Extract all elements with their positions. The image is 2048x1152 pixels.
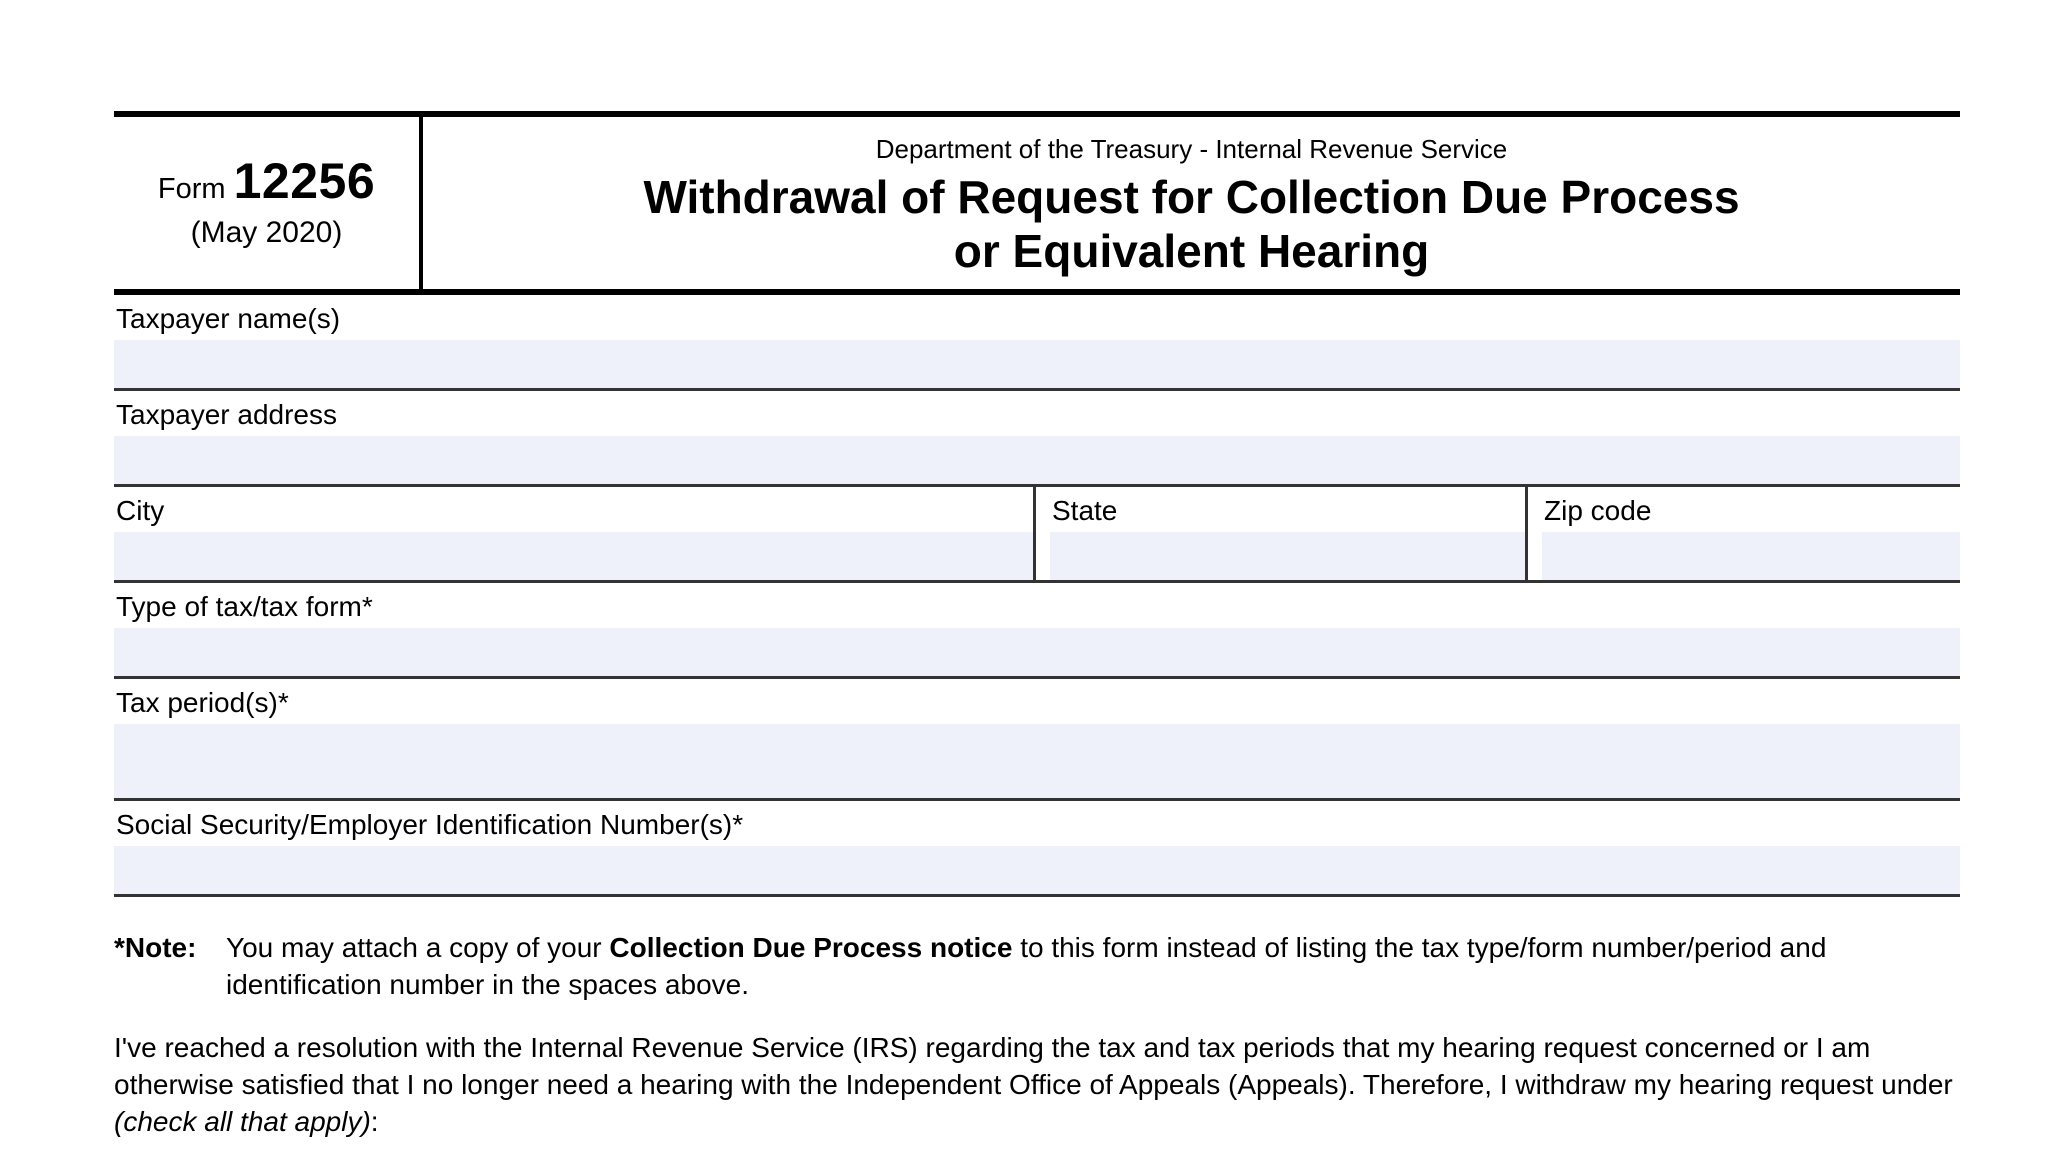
city-state-zip-row [114,487,1960,583]
form-word: Form [157,173,226,205]
tax-type-label: Type of tax/tax form* [116,591,373,622]
statement-part2: : [370,1106,379,1137]
ssn-ein-input[interactable] [114,846,1960,894]
note-text-part1: You may attach a copy of your [226,932,610,963]
form-number-cell [114,117,423,289]
state-label: State [1052,495,1118,526]
form-title-cell [423,117,1960,289]
form-title-line2: or Equivalent Hearing [953,224,1430,277]
department-line: Department of the Treasury - Internal Revenue Service [875,134,1508,164]
form-revision-date: (May 2020) [190,216,343,249]
tax-period-input[interactable] [114,724,1960,798]
taxpayer-name-input[interactable] [114,340,1960,388]
form-number: 12256 [233,153,376,209]
taxpayer-address-input[interactable] [114,436,1960,484]
zip-code-input[interactable] [1542,532,1960,580]
city-cell [114,487,1033,580]
tax-type-row [114,583,1960,679]
ssn-ein-row [114,801,1960,897]
taxpayer-name-label: Taxpayer name(s) [116,303,341,334]
statement-italic: (check all that apply) [114,1106,371,1137]
withdrawal-statement [114,1029,1960,1140]
note-label: *Note: [114,932,197,963]
ssn-ein-label: Social Security/Employer Identification Number(s)* [116,809,744,840]
state-input[interactable] [1050,532,1525,580]
form-number-line [157,153,376,209]
tax-period-label: Tax period(s)* [116,687,289,718]
form-header [114,117,1960,295]
form-content [114,111,1960,1140]
note-text-bold: Collection Due Process notice [609,932,1013,963]
form-title-line1: Withdrawal of Request for Collection Due Process [643,170,1740,223]
statement-part1: I've reached a resolution with the Internal Revenue Service (IRS) regarding the tax and tax periods that my hearing request concerned or I am otherwise satisfied that I no longer need a hearing with the Independent Office of Appeals (Appeals). Therefore, I withdraw my hearing request under [114,1032,1953,1100]
tax-period-row [114,679,1960,801]
state-cell [1033,487,1525,580]
note-text-part2: to this form instead of listing the tax type/form number/period and identification number in the spaces above. [226,932,1827,1000]
form-title [643,170,1739,279]
note-text [226,929,1960,1003]
form-box [114,111,1960,897]
taxpayer-name-row [114,295,1960,391]
zip-code-cell [1525,487,1960,580]
taxpayer-address-label: Taxpayer address [116,399,338,430]
city-input[interactable] [114,532,1033,580]
note-paragraph [114,929,1960,1003]
taxpayer-address-row [114,391,1960,487]
city-label: City [116,495,165,526]
zip-code-label: Zip code [1544,495,1652,526]
tax-type-input[interactable] [114,628,1960,676]
